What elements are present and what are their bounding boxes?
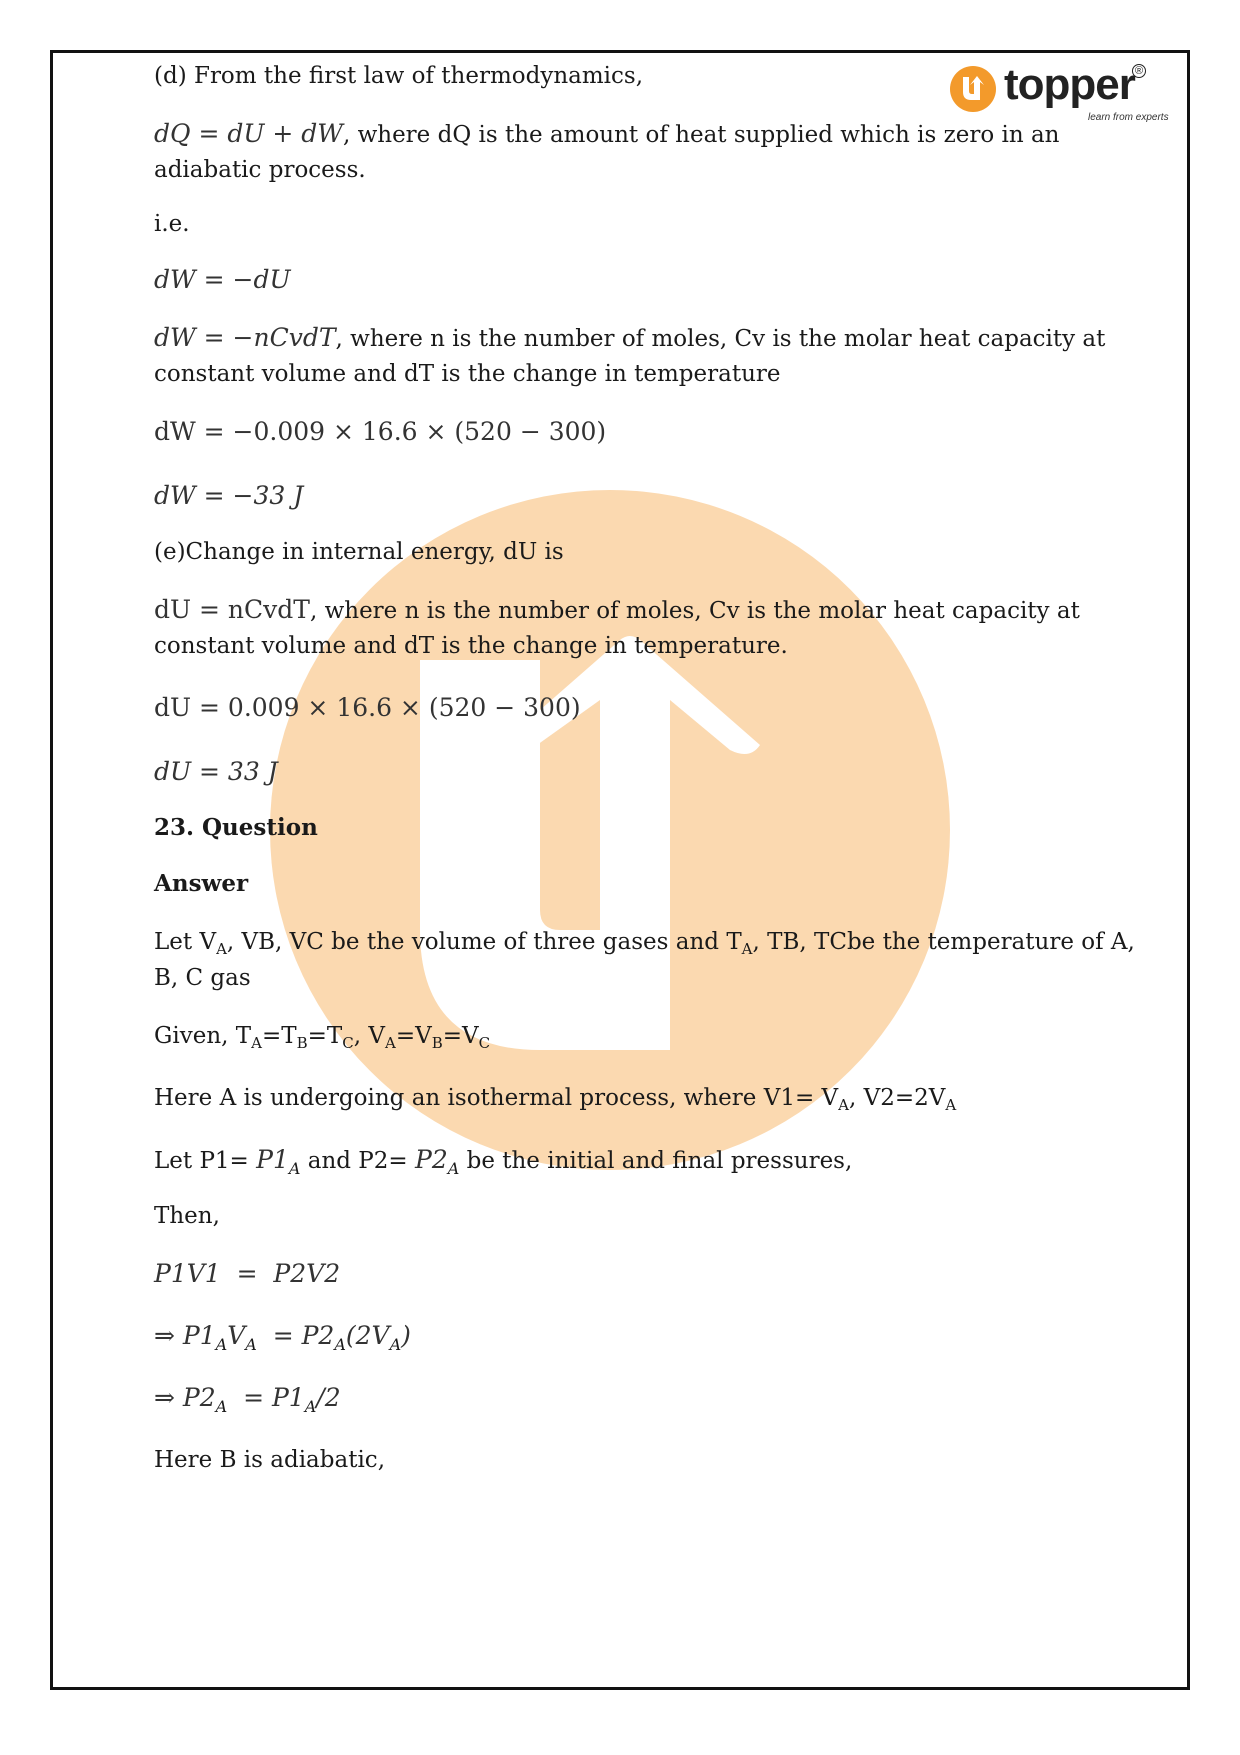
subscript: B bbox=[431, 1034, 443, 1052]
subscript: A bbox=[288, 1159, 301, 1178]
equation bbox=[154, 414, 606, 451]
subscript: C bbox=[478, 1034, 491, 1052]
equation-line bbox=[154, 320, 1105, 357]
paragraph bbox=[154, 1080, 956, 1116]
subscript: A bbox=[838, 1096, 849, 1114]
text: Given, T bbox=[154, 1023, 252, 1049]
answer-heading: Answer bbox=[154, 870, 249, 897]
subscript: A bbox=[251, 1034, 262, 1052]
text: =V bbox=[442, 1023, 479, 1049]
paragraph bbox=[154, 1018, 490, 1054]
equation bbox=[154, 690, 581, 727]
equation-line bbox=[154, 116, 1060, 153]
math-text: = P1 bbox=[227, 1383, 305, 1412]
paragraph-text: , where n is the number of moles, Cv is the molar heat capacity at bbox=[309, 598, 1080, 624]
text: and P2= bbox=[300, 1148, 415, 1174]
math-text: ⇒ P1 bbox=[154, 1321, 216, 1350]
paragraph: i.e. bbox=[154, 211, 190, 237]
text: , V bbox=[353, 1023, 385, 1049]
subscript: A bbox=[384, 1034, 396, 1052]
equation: dU = nCvdT bbox=[154, 595, 310, 624]
equation bbox=[154, 1318, 411, 1355]
text: =T bbox=[307, 1023, 343, 1049]
equation bbox=[154, 1256, 340, 1293]
paragraph: Then, bbox=[154, 1203, 220, 1229]
math-text: V bbox=[227, 1321, 246, 1350]
subscript: A bbox=[334, 1335, 346, 1354]
subscript: A bbox=[741, 940, 753, 958]
paragraph: constant volume and dT is the change in temperature. bbox=[154, 633, 788, 659]
equation-text: P1V1 = P2V2 bbox=[154, 1259, 341, 1288]
paragraph bbox=[154, 924, 1135, 960]
equation: dQ = dU + dW bbox=[154, 119, 343, 148]
equation: dW = −nCvdT bbox=[154, 323, 336, 352]
paragraph bbox=[154, 1142, 852, 1179]
text: =V bbox=[395, 1023, 432, 1049]
subscript: B bbox=[296, 1034, 308, 1052]
text: be the initial and final pressures, bbox=[459, 1148, 853, 1174]
equation-text: dU = 0.009 × 16.6 × (520 − 300) bbox=[154, 693, 581, 722]
equation bbox=[154, 478, 303, 515]
text: , V2=2V bbox=[849, 1085, 946, 1111]
text: , TB, TCbe the temperature of A, bbox=[752, 929, 1135, 955]
subscript: A bbox=[216, 940, 227, 958]
logo-tagline: learn from experts bbox=[1088, 112, 1169, 123]
subscript: A bbox=[447, 1159, 460, 1178]
math-text: P1 bbox=[256, 1145, 289, 1174]
registered-mark: ® bbox=[1132, 64, 1146, 78]
text: , VB, VC be the volume of three gases and T bbox=[226, 929, 742, 955]
math-text: = P2 bbox=[256, 1321, 335, 1350]
paragraph: B, C gas bbox=[154, 965, 251, 991]
math-text: P2 bbox=[415, 1145, 448, 1174]
equation-text: dW = −0.009 × 16.6 × (520 − 300) bbox=[154, 417, 607, 446]
equation-text: dW = −33 J bbox=[154, 481, 304, 510]
math-text: /2 bbox=[316, 1383, 341, 1412]
math-text: ) bbox=[401, 1321, 411, 1350]
text: Here A is undergoing an isothermal process, where V1= V bbox=[154, 1085, 839, 1111]
logo-u-icon bbox=[950, 66, 996, 112]
math-text: (2V bbox=[345, 1321, 390, 1350]
subscript: A bbox=[389, 1335, 402, 1354]
equation-line bbox=[154, 592, 1080, 629]
subscript: C bbox=[342, 1034, 354, 1052]
equation bbox=[154, 262, 291, 299]
paragraph: constant volume and dT is the change in temperature bbox=[154, 361, 781, 387]
subscript: A bbox=[945, 1096, 957, 1114]
paragraph-text: , where dQ is the amount of heat supplied which is zero in an bbox=[342, 122, 1060, 148]
math-text: ⇒ P2 bbox=[154, 1383, 216, 1412]
text: Let P1= bbox=[154, 1148, 257, 1174]
subscript: A bbox=[245, 1335, 257, 1354]
equation-text: dW = −dU bbox=[154, 265, 291, 294]
logo-wordmark: topper bbox=[1004, 60, 1135, 109]
equation bbox=[154, 1380, 341, 1417]
text: =T bbox=[261, 1023, 297, 1049]
equation-text: dU = 33 J bbox=[154, 757, 278, 786]
question-heading: 23. Question bbox=[154, 814, 318, 841]
paragraph-text: , where n is the number of moles, Cv is the molar heat capacity at bbox=[335, 326, 1106, 352]
paragraph: adiabatic process. bbox=[154, 157, 366, 183]
subscript: A bbox=[304, 1397, 317, 1416]
subscript: A bbox=[215, 1335, 228, 1354]
paragraph: Here B is adiabatic, bbox=[154, 1447, 385, 1473]
paragraph: (e)Change in internal energy, dU is bbox=[154, 539, 564, 565]
text: Let V bbox=[154, 929, 217, 955]
paragraph: (d) From the first law of thermodynamics, bbox=[154, 63, 644, 89]
equation bbox=[154, 754, 278, 791]
subscript: A bbox=[215, 1397, 228, 1416]
